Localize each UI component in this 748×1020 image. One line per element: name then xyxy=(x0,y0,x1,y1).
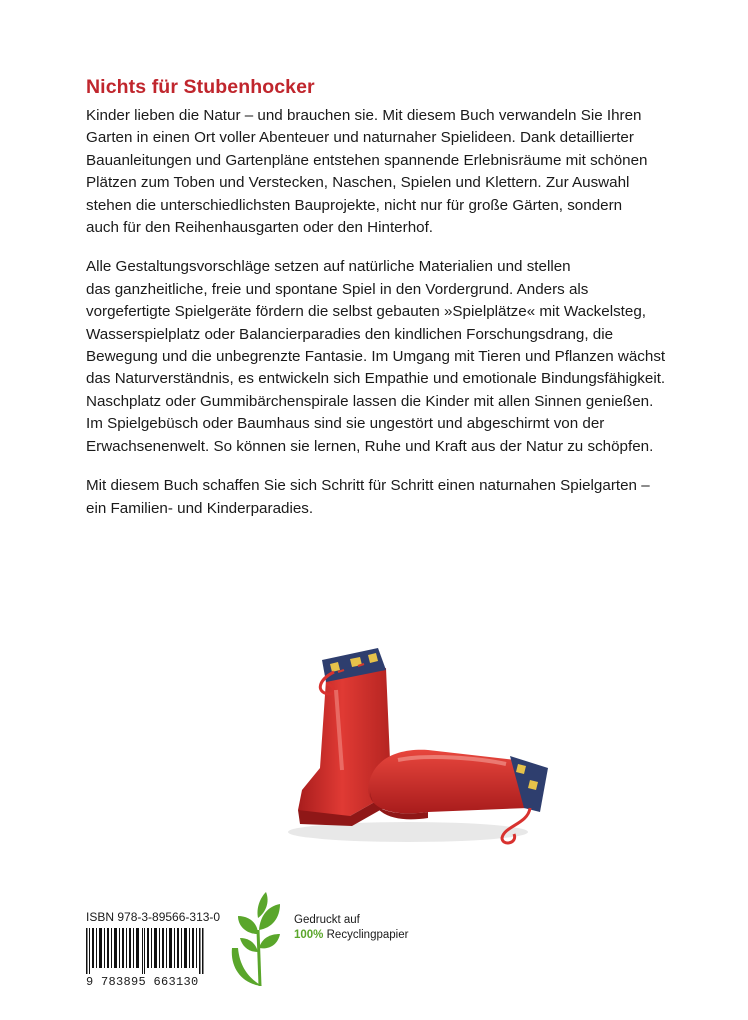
text-line: Mit diesem Buch schaffen Sie sich Schritt für Schritt einen naturnahen Spielgarten – xyxy=(86,477,650,495)
text-line: Kinder lieben die Natur – und brauchen sie. Mit diesem Buch verwandeln Sie Ihren xyxy=(86,107,642,124)
text-line: Erwachsenenwelt. So können sie lernen, Ruhe und Kraft aus der Natur zu schöpfen. xyxy=(86,437,654,455)
text-line: Wasserspielplatz oder Balancierparadies den kindlichen Forschungsdrang, die xyxy=(86,325,614,343)
text-line: Naschplatz oder Gummibärchenspirale lassen die Kinder mit allen Sinnen genießen. xyxy=(86,392,654,410)
recycling-badge xyxy=(228,890,428,990)
text-line: Im Spielgebüsch oder Baumhaus sind sie ungestört und abgeschirmt von der xyxy=(86,415,605,433)
recycling-text xyxy=(294,913,408,943)
text-line: Bauanleitungen und Gartenpläne entstehen spannende Erlebnisräume mit schönen xyxy=(86,151,648,169)
paragraph-1 xyxy=(86,105,686,239)
leaf-sprout-icon xyxy=(228,890,294,990)
text-line: das Naturverständnis, es entwickeln sich Empathie und emotionale Bindungsfähigkeit. xyxy=(86,370,666,388)
paragraph-3 xyxy=(86,475,686,520)
text-line: auch für den Reihenhausgarten oder den Hinterhof. xyxy=(86,219,434,237)
text-line: vorgefertigte Spielgeräte fördern die selbst gebauten »Spielplätze« mit Wackelsteg, xyxy=(86,303,647,321)
text-line: stehen die unterschiedlichsten Bauprojekte, nicht nur für große Gärten, sondern xyxy=(86,196,623,214)
red-rubber-boots-icon xyxy=(278,640,568,850)
recycling-percent: 100% xyxy=(294,929,324,941)
text-line: Alle Gestaltungsvorschläge setzen auf natürliche Materialien und stellen xyxy=(86,258,571,276)
recycling-line-1: Gedruckt auf xyxy=(294,914,360,926)
isbn-label: ISBN 978-3-89566-313-0 xyxy=(86,910,221,924)
text-line: Garten in einen Ort voller Abenteuer und naturnaher Spielideen. Dank detaillierter xyxy=(86,129,634,147)
section-title: Nichts für Stubenhocker xyxy=(86,76,315,98)
text-line: Plätzen zum Toben und Verstecken, Naschen, Spielen und Klettern. Zur Auswahl xyxy=(86,174,630,192)
barcode-icon xyxy=(86,928,204,974)
text-line: ein Familien- und Kinderparadies. xyxy=(86,499,314,517)
recycling-line-2 xyxy=(294,928,408,943)
recycling-line-2-rest: Recyclingpapier xyxy=(323,929,409,941)
isbn-block xyxy=(86,910,221,989)
text-line: Bewegung und die unbegrenzte Fantasie. Im Umgang mit Tieren und Pflanzen wächst xyxy=(86,348,666,366)
barcode-digits: 9 783895 663130 xyxy=(86,975,199,989)
text-line: das ganzheitliche, freie und spontane Spiel in den Vordergrund. Anders als xyxy=(86,280,589,298)
paragraph-2 xyxy=(86,256,686,458)
back-cover-text xyxy=(86,76,686,537)
